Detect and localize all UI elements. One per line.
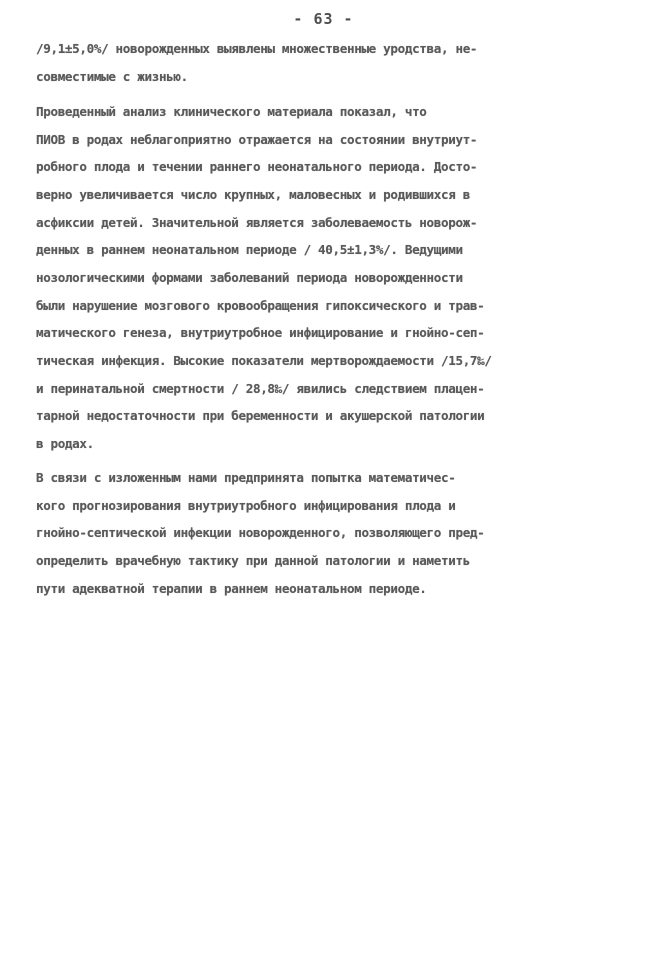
text-line: Проведенный анализ клинического материала показал, что bbox=[36, 104, 427, 119]
text-line: в родах. bbox=[36, 436, 94, 451]
text-line: /9,1±5,0%/ новорожденных выявлены множественные уродства, не- bbox=[36, 41, 478, 56]
text-line: совместимые с жизнью. bbox=[36, 69, 188, 84]
text-line: пути адекватной терапии в раннем неонатальном периоде. bbox=[36, 581, 427, 596]
text-line: В связи с изложенным нами предпринята попытка математичес- bbox=[36, 470, 456, 485]
text-line: тическая инфекция. Высокие показатели мертворождаемости /15,7‰/ bbox=[36, 353, 492, 368]
text-line: кого прогнозирования внутриутробного инфицирования плода и bbox=[36, 498, 456, 513]
text-line: гнойно-септической инфекции новорожденного, позволяющего пред- bbox=[36, 525, 485, 540]
text-line: и перинатальной смертности / 28,8‰/ явились следствием плацен- bbox=[36, 381, 485, 396]
text-line: матического генеза, внутриутробное инфицирование и гнойно-сеп- bbox=[36, 325, 485, 340]
text-line: нозологическими формами заболеваний периода новорожденности bbox=[36, 270, 463, 285]
text-line: были нарушение мозгового кровообращения гипоксического и трав- bbox=[36, 298, 485, 313]
text-line: асфиксии детей. Значительной является заболеваемость новорож- bbox=[36, 215, 478, 230]
text-line: определить врачебную тактику при данной патологии и наметить bbox=[36, 553, 470, 568]
text-line: тарной недостаточности при беременности и акушерской патологии bbox=[36, 408, 485, 423]
text-line: ПИОВ в родах неблагоприятно отражается на состоянии внутриут- bbox=[36, 132, 478, 147]
text-line: верно увеличивается число крупных, маловесных и родившихся в bbox=[36, 187, 470, 202]
page-number: - 63 - bbox=[293, 10, 354, 28]
text-line: робного плода и течении раннего неонатального периода. Досто- bbox=[36, 159, 478, 174]
text-line: денных в раннем неонатальном периоде / 40,5±1,3%/. Ведущими bbox=[36, 242, 463, 257]
